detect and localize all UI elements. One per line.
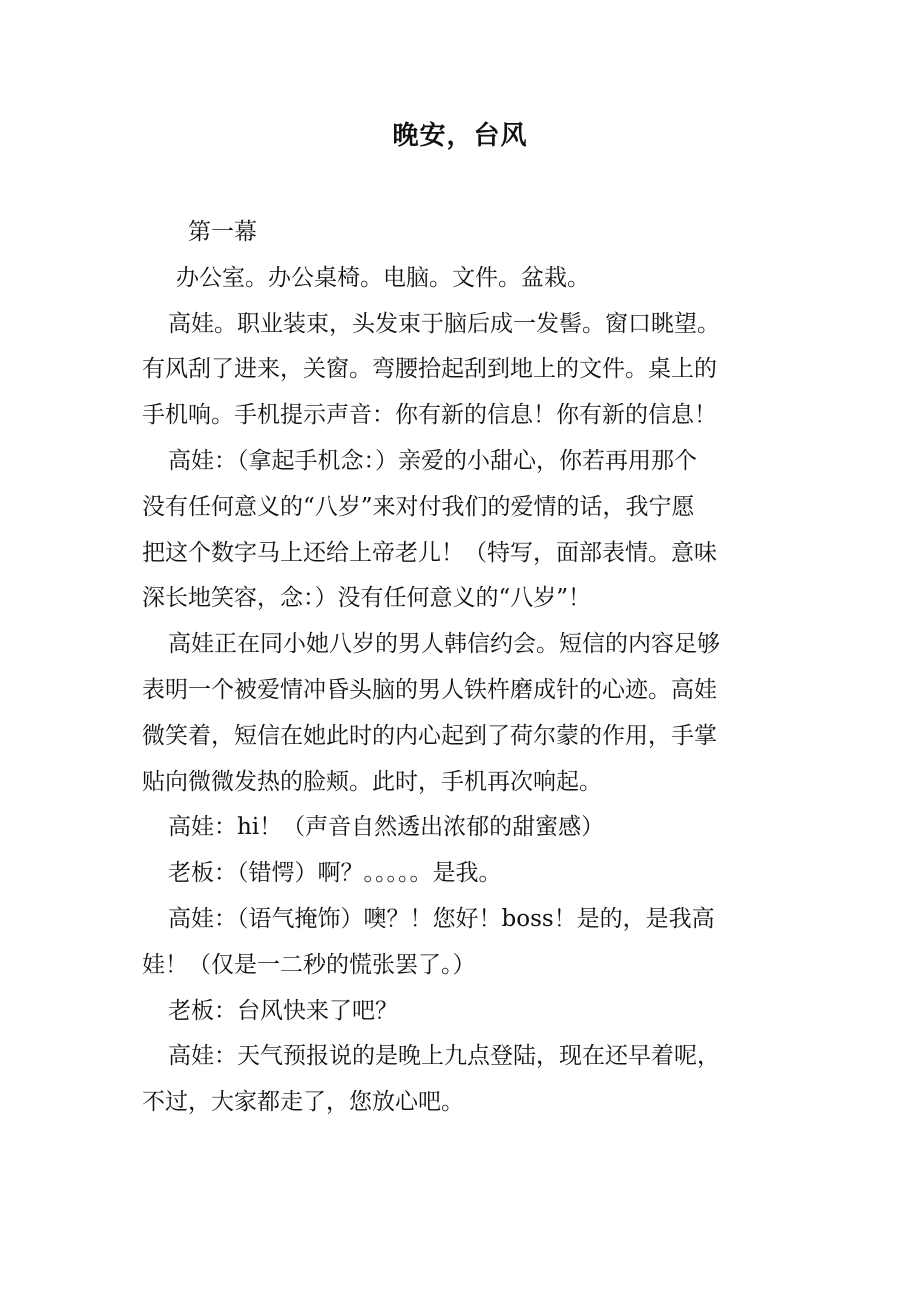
dialogue-continued: 不过，大家都走了，您放心吧。 [142,1089,464,1116]
dialogue-line: 高娃：（语气掩饰）噢？！您好！boss！是的，是我高 [168,905,715,932]
narration-continued: 微笑着，短信在她此时的内心起到了荷尔蒙的作用，手掌 [142,722,717,749]
dialogue-continued: 娃！（仅是一二秒的慌张罢了。） [142,951,476,978]
dialogue-line: 高娃：hi！（声音自然透出浓郁的甜蜜感） [168,814,605,841]
script-body [142,210,766,1126]
act-heading: 第一幕 [188,219,257,245]
dialogue-continued: 没有任何意义的“八岁”来对付我们的爱情的话，我宁愿 [142,493,695,520]
narration-continued: 表明一个被爱情冲昏头脑的男人铁杵磨成针的心迹。高娃 [142,676,717,703]
stage-direction-continued: 有风刮了进来，关窗。弯腰拾起刮到地上的文件。桌上的 [142,356,717,383]
dialogue-line: 高娃：（拿起手机念：）亲爱的小甜心，你若再用那个 [168,447,697,474]
narration-paragraph: 高娃正在同小她八岁的男人韩信约会。短信的内容足够 [168,631,720,658]
narration-continued: 贴向微微发热的脸颊。此时，手机再次响起。 [142,768,602,795]
document-title: 晚安，台风 [392,121,528,151]
dialogue-continued: 把这个数字马上还给上帝老儿！（特写，面部表情。意味 [142,539,717,566]
dialogue-line: 老板：台风快来了吧？ [168,997,398,1024]
dialogue-line: 老板：（错愕）啊？。。。。。是我。 [168,860,502,887]
stage-direction: 高娃。职业装束，头发束于脑后成一发髻。窗口眺望。 [168,310,720,337]
dialogue-continued: 深长地笑容，念：）没有任何意义的“八岁”！ [142,585,592,612]
stage-direction-continued: 手机响。手机提示声音：你有新的信息！你有新的信息！ [142,402,717,429]
stage-direction: 办公室。办公桌椅。电脑。文件。盆栽。 [176,264,590,291]
dialogue-line: 高娃：天气预报说的是晚上九点登陆，现在还早着呢， [168,1043,720,1070]
